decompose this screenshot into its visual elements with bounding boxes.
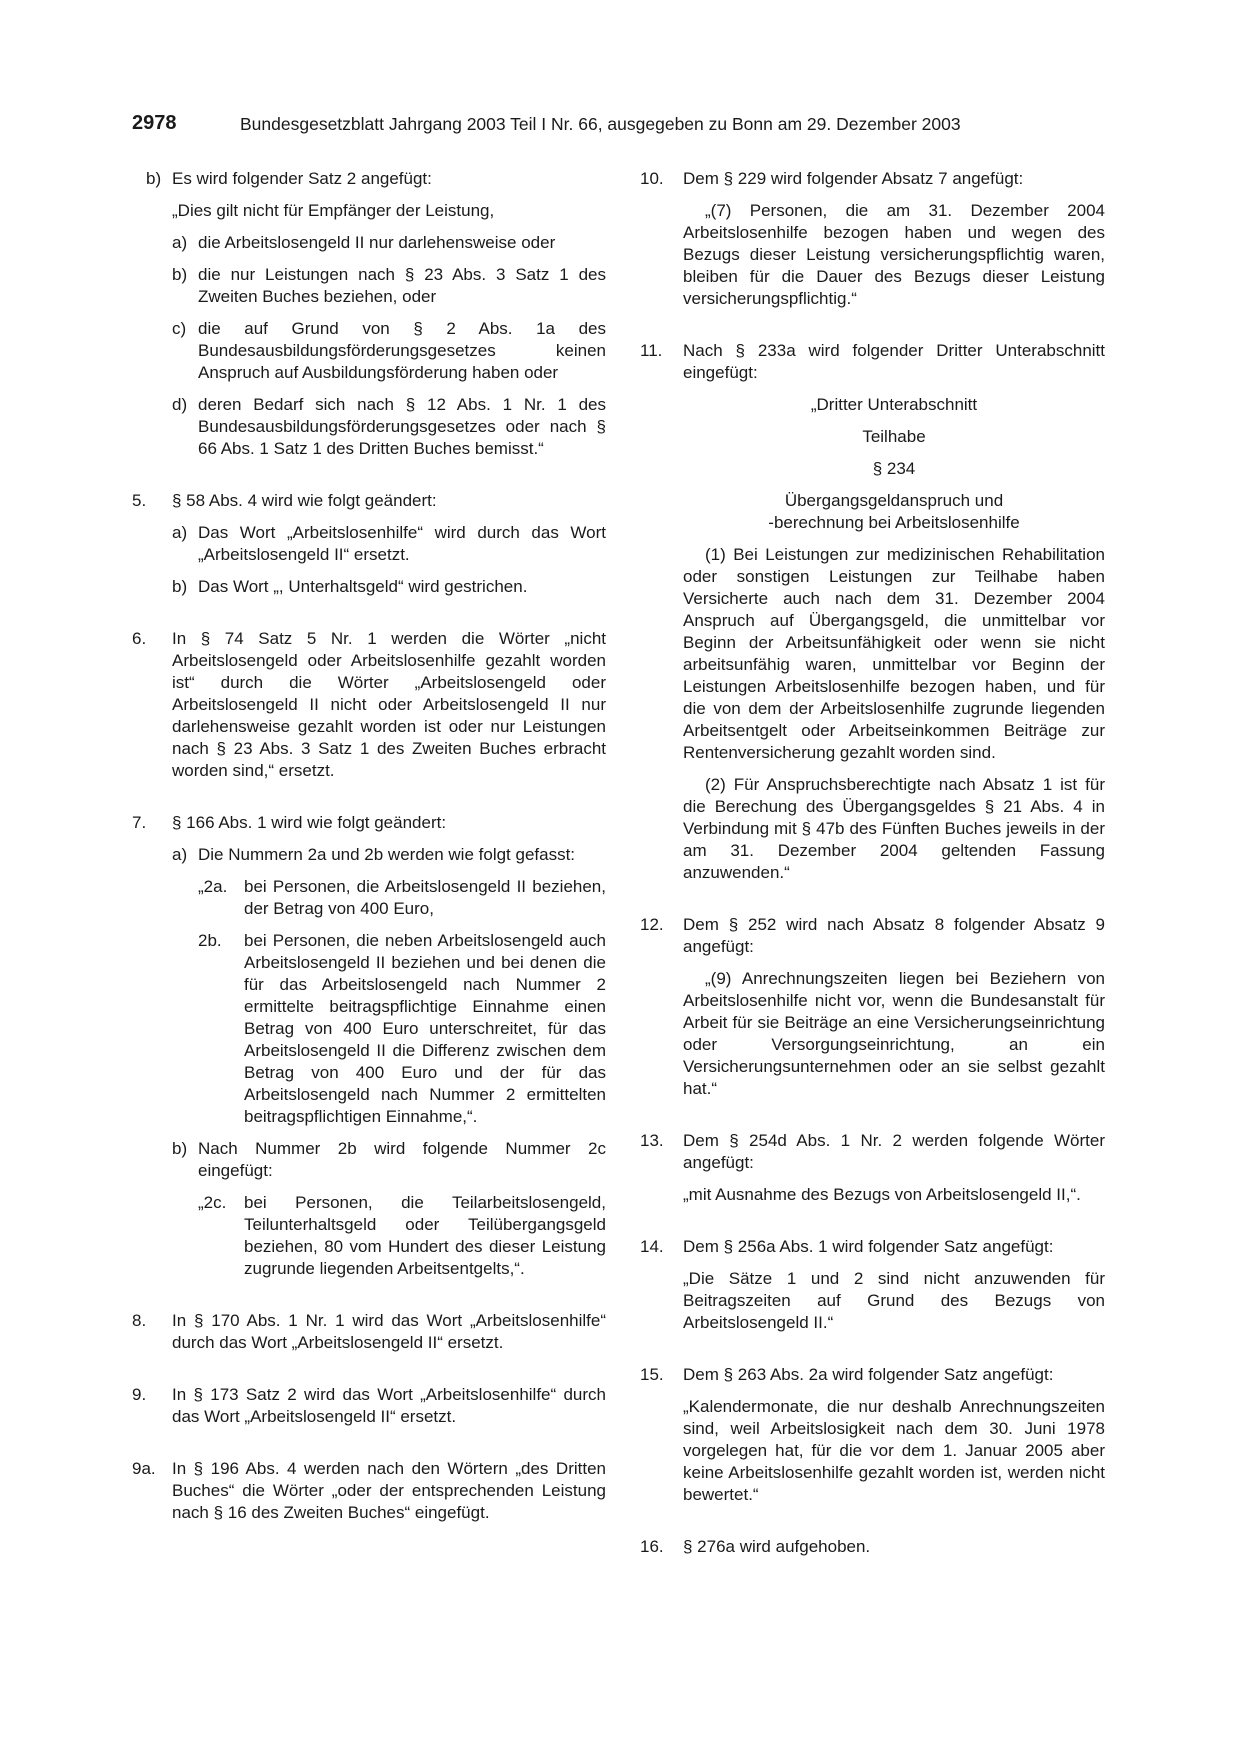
- sub-label: a): [172, 845, 188, 864]
- item-text: In § 173 Satz 2 wird das Wort „Arbeitslosenhilfe“ durch das Wort „Arbeitslosengeld II“ ersetzt.: [172, 1385, 606, 1426]
- sub-label: b): [172, 577, 188, 596]
- sub-item-c: [172, 318, 606, 384]
- item-13: [640, 1130, 1105, 1206]
- item-number: 13.: [640, 1131, 664, 1150]
- sub-text: Das Wort „Arbeitslosenhilfe“ wird durch das Wort „Arbeitslosengeld II“ ersetzt.: [198, 523, 606, 564]
- subsection-title: Teilhabe: [862, 427, 926, 446]
- item-text: Es wird folgender Satz 2 angefügt:: [172, 169, 432, 188]
- quote-text: bei Personen, die neben Arbeitslosengeld auch Arbeitslosengeld II beziehen und bei denen die für das Arbeitslosengeld nach Nummer 2 ermittelte beitragspflichtige Einnahme einen Betrag von 400 Euro unterschreitet, für das Arbeitslosengeld II die Differenz zwischen dem Betrag von 400 Euro und der für das Arbeitslosengeld nach Nummer 2 ermittelten beitragspflichtigen Einnahme,“.: [244, 931, 606, 1126]
- paragraph-2: (2) Für Anspruchsberechtigte nach Absatz 1 ist für die Berechung des Übergangsgeldes § 21 Abs. 4 in Verbindung mit § 47b des Fünften Buches jeweils in der am 31. Dezember 2004 geltenden Fassung anzuwenden.“: [683, 775, 1105, 882]
- sub-item-a: [172, 844, 606, 866]
- quote-label: „2a.: [198, 877, 228, 896]
- item-number: 8.: [132, 1311, 147, 1330]
- item-10: [640, 168, 1105, 310]
- sub-text: Das Wort „, Unterhaltsgeld“ wird gestrichen.: [198, 577, 528, 596]
- item-16: [640, 1536, 1105, 1558]
- item-text: In § 74 Satz 5 Nr. 1 werden die Wörter „nicht Arbeitslosengeld oder Arbeitslosenhilfe gezahlt worden ist“ durch die Wörter „Arbeitslosengeld oder Arbeitslosengeld II nicht oder Arbeitslosengeld II nur darlehensweise gezahlt worden ist oder nur Leistungen nach § 23 Abs. 3 Satz 1 des Zweiten Buches erbracht worden sind,“ ersetzt.: [172, 629, 606, 780]
- item-text: § 166 Abs. 1 wird wie folgt geändert:: [172, 813, 447, 832]
- sub-label: b): [172, 265, 188, 284]
- item-text: Nach § 233a wird folgender Dritter Unterabschnitt eingefügt:: [683, 341, 1105, 382]
- item-number: 5.: [132, 491, 147, 510]
- sub-item-d: [172, 394, 606, 460]
- quote-text: „Kalendermonate, die nur deshalb Anrechnungszeiten sind, weil Arbeitslosigkeit nach dem 30. Juni 1978 vorgelegen hat, für die vor dem 1. Januar 2005 aber keine Arbeitslosenhilfe gezahlt worden ist, werden nicht bewertet.“: [683, 1397, 1105, 1504]
- quote-label: „2c.: [198, 1193, 227, 1212]
- quoted-number-2a: [198, 876, 606, 920]
- sub-label: a): [172, 523, 188, 542]
- sub-label: a): [172, 233, 188, 252]
- section-number: § 234: [872, 459, 916, 478]
- item-text: § 276a wird aufgehoben.: [683, 1537, 871, 1556]
- item-b-continued: [146, 168, 606, 460]
- quote-label: 2b.: [198, 931, 222, 950]
- item-label: b): [146, 169, 162, 188]
- sub-item-a: [172, 232, 606, 254]
- sub-item-a: [172, 522, 606, 566]
- quote-text: „Dies gilt nicht für Empfänger der Leistung,: [172, 201, 495, 220]
- item-text: In § 170 Abs. 1 Nr. 1 wird das Wort „Arbeitslosenhilfe“ durch das Wort „Arbeitslosengeld II“ ersetzt.: [172, 1311, 606, 1352]
- sub-label: d): [172, 395, 188, 414]
- item-8: [132, 1310, 606, 1354]
- item-text: Dem § 252 wird nach Absatz 8 folgender Absatz 9 angefügt:: [683, 915, 1105, 956]
- item-text: § 58 Abs. 4 wird wie folgt geändert:: [172, 491, 437, 510]
- quoted-number-2c: [198, 1192, 606, 1280]
- sub-text: die nur Leistungen nach § 23 Abs. 3 Satz 1 des Zweiten Buches beziehen, oder: [198, 265, 606, 306]
- paragraph-1: (1) Bei Leistungen zur medizinischen Rehabilitation oder sonstigen Leistungen zur Teilhabe haben Versicherte auch nach dem 31. Dezember 2004 Anspruch auf Übergangsgeld, die unmittelbar vor Beginn der Arbeitsunfähigkeit oder wenn sie nicht arbeitsunfähig waren, unmittelbar vor Beginn der Leistungen Arbeitslosenhilfe bezogen haben, und für die von dem der Arbeitslosenhilfe zugrunde liegenden Arbeitsentgelt oder Arbeitseinkommen Beiträge zur Rentenversicherung gezahlt worden sind.: [683, 545, 1105, 762]
- page-number: 2978: [132, 112, 177, 134]
- sub-text: Nach Nummer 2b wird folgende Nummer 2c eingefügt:: [198, 1139, 606, 1180]
- sub-item-b: [172, 576, 606, 598]
- quote-text: „Die Sätze 1 und 2 sind nicht anzuwenden für Beitragszeiten auf Grund des Bezugs von Arbeitslosengeld II.“: [683, 1269, 1105, 1332]
- item-15: [640, 1364, 1105, 1506]
- sub-label: c): [172, 319, 187, 338]
- item-text: Dem § 254d Abs. 1 Nr. 2 werden folgende Wörter angefügt:: [683, 1131, 1105, 1172]
- item-14: [640, 1236, 1105, 1334]
- sub-item-b: [172, 264, 606, 308]
- item-number: 15.: [640, 1365, 664, 1384]
- item-text: Dem § 263 Abs. 2a wird folgender Satz angefügt:: [683, 1365, 1054, 1384]
- item-5: [132, 490, 606, 598]
- section-title-line-1: Übergangsgeldanspruch und: [784, 491, 1004, 510]
- item-number: 16.: [640, 1537, 664, 1556]
- item-9: [132, 1384, 606, 1428]
- item-text: Dem § 229 wird folgender Absatz 7 angefügt:: [683, 169, 1024, 188]
- quoted-number-2b: [198, 930, 606, 1128]
- item-9a: [132, 1458, 606, 1524]
- quote-text: bei Personen, die Arbeitslosengeld II beziehen, der Betrag von 400 Euro,: [244, 877, 606, 918]
- item-number: 7.: [132, 813, 147, 832]
- quote-text: „(7) Personen, die am 31. Dezember 2004 Arbeitslosenhilfe bezogen haben und wegen des Bezugs dieser Leistung versicherungspflichtig waren, bleiben für die Dauer des Bezugs dieser Leistung versicherungspflichtig.“: [683, 201, 1105, 308]
- sub-text: Die Nummern 2a und 2b werden wie folgt gefasst:: [198, 845, 576, 864]
- sub-text: deren Bedarf sich nach § 12 Abs. 1 Nr. 1 des Bundesausbildungsförderungsgesetzes oder nach § 66 Abs. 1 Satz 1 des Dritten Buches bemisst.“: [198, 395, 606, 458]
- running-title: Bundesgesetzblatt Jahrgang 2003 Teil I Nr. 66, ausgegeben zu Bonn am 29. Dezember 2003: [240, 114, 961, 134]
- sub-text: die auf Grund von § 2 Abs. 1a des Bundesausbildungsförderungsgesetzes keinen Anspruch auf Ausbildungsförderung haben oder: [198, 319, 606, 382]
- subsection-heading: „Dritter Unterabschnitt: [810, 395, 978, 414]
- right-column: [640, 168, 1105, 1558]
- quote-text: „mit Ausnahme des Bezugs von Arbeitslosengeld II,“.: [683, 1185, 1081, 1204]
- item-text: In § 196 Abs. 4 werden nach den Wörtern „des Dritten Buches“ die Wörter „oder der entsprechenden Leistung nach § 16 des Zweiten Buches“ eingefügt.: [172, 1459, 606, 1522]
- item-6: [132, 628, 606, 782]
- quote-text: „(9) Anrechnungszeiten liegen bei Beziehern von Arbeitslosenhilfe nicht vor, wenn die Bundesanstalt für Arbeit für sie Beiträge an eine Versicherungseinrichtung oder Versorgungseinrichtung, an ein Versicherungsunternehmen oder an sie selbst gezahlt hat.“: [683, 969, 1105, 1098]
- item-number: 11.: [640, 341, 663, 360]
- item-7: [132, 812, 606, 1280]
- quote-text: bei Personen, die Teilarbeitslosengeld, Teilunterhaltsgeld oder Teilübergangsgeld beziehen, 80 vom Hundert des dieser Leistung zugrunde liegenden Arbeitsentgelts,“.: [244, 1193, 606, 1278]
- item-12: [640, 914, 1105, 1100]
- item-number: 12.: [640, 915, 664, 934]
- sub-text: die Arbeitslosengeld II nur darlehensweise oder: [198, 233, 556, 252]
- item-number: 14.: [640, 1237, 664, 1256]
- item-text: Dem § 256a Abs. 1 wird folgender Satz angefügt:: [683, 1237, 1054, 1256]
- page-header: [132, 112, 1122, 142]
- item-number: 9.: [132, 1385, 147, 1404]
- item-11: [640, 340, 1105, 884]
- item-number: 6.: [132, 629, 147, 648]
- item-number: 9a.: [132, 1459, 156, 1478]
- sub-label: b): [172, 1139, 188, 1158]
- section-title-line-2: -berechnung bei Arbeitslosenhilfe: [768, 513, 1020, 532]
- left-column: [132, 168, 606, 1524]
- item-number: 10.: [640, 169, 664, 188]
- sub-item-b: [172, 1138, 606, 1182]
